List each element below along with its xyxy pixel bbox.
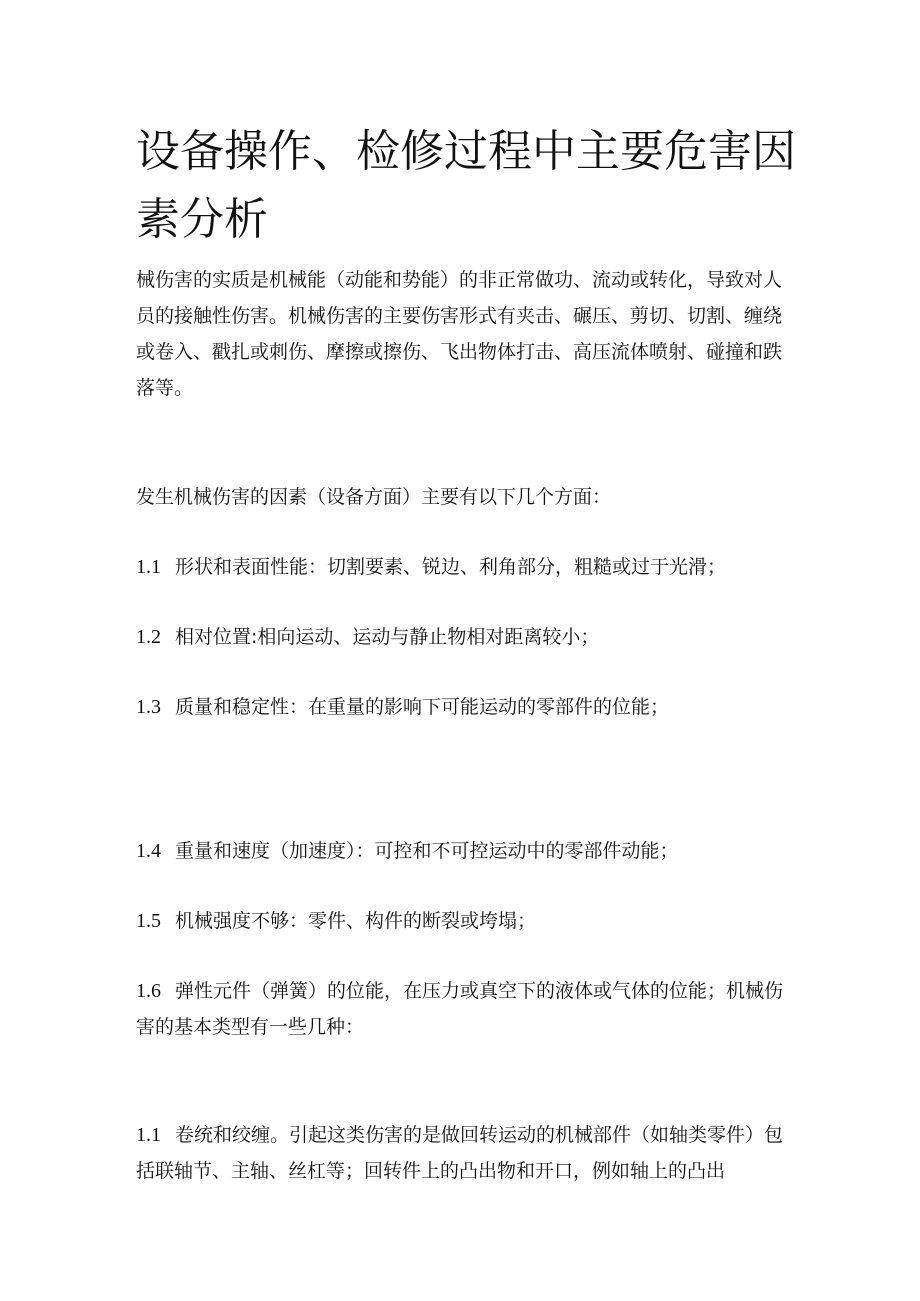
item-text: 形状和表面性能：切割要素、锐边、利角部分，粗糙或过于光滑； (175, 556, 727, 578)
item-text: 卷统和绞缠。引起这类伤害的是做回转运动的机械部件（如轴类零件）包括联轴节、主轴、丝杠等；回转件上的凸出物和开口，例如轴上的凸出 (136, 1124, 784, 1182)
list-item (136, 903, 800, 939)
list-item (136, 833, 800, 869)
list-item (136, 973, 800, 1045)
item-number: 1.3 (136, 696, 161, 718)
item-number: 1.1 (136, 1124, 161, 1146)
item-number: 1.2 (136, 626, 161, 648)
item-number: 1.6 (136, 980, 161, 1002)
item-number: 1.1 (136, 556, 161, 578)
document-title: 设备操作、检修过程中主要危害因素分析 (136, 126, 796, 245)
list-item (136, 689, 800, 725)
item-text: 相对位置:相向运动、运动与静止物相对距离较小； (175, 626, 600, 648)
item-text: 机械强度不够：零件、构件的断裂或垮塌； (175, 910, 537, 932)
paragraph-text: 发生机械伤害的因素（设备方面）主要有以下几个方面： (136, 486, 612, 508)
list-item (136, 549, 800, 585)
item-text: 重量和速度（加速度）：可控和不可控运动中的零部件动能； (175, 840, 679, 862)
item-number: 1.4 (136, 840, 161, 862)
item-text: 质量和稳定性：在重量的影响下可能运动的零部件的位能； (175, 696, 670, 718)
item-text: 弹性元件（弹簧）的位能，在压力或真空下的液体或气体的位能；机械伤害的基本类型有一些几种： (136, 980, 784, 1038)
paragraph-intro (136, 262, 800, 406)
item-number: 1.5 (136, 910, 161, 932)
list-item (136, 619, 800, 655)
paragraph-factors-heading (136, 479, 800, 515)
list-item (136, 1117, 800, 1189)
paragraph-text: 械伤害的实质是机械能（动能和势能）的非正常做功、流动或转化，导致对人员的接触性伤害。机械伤害的主要伤害形式有夹击、碾压、剪切、切割、缠绕或卷入、戳扎或刺伤、摩擦或擦伤、飞出物体打击、高压流体喷射、碰撞和跌落等。 (136, 269, 783, 399)
